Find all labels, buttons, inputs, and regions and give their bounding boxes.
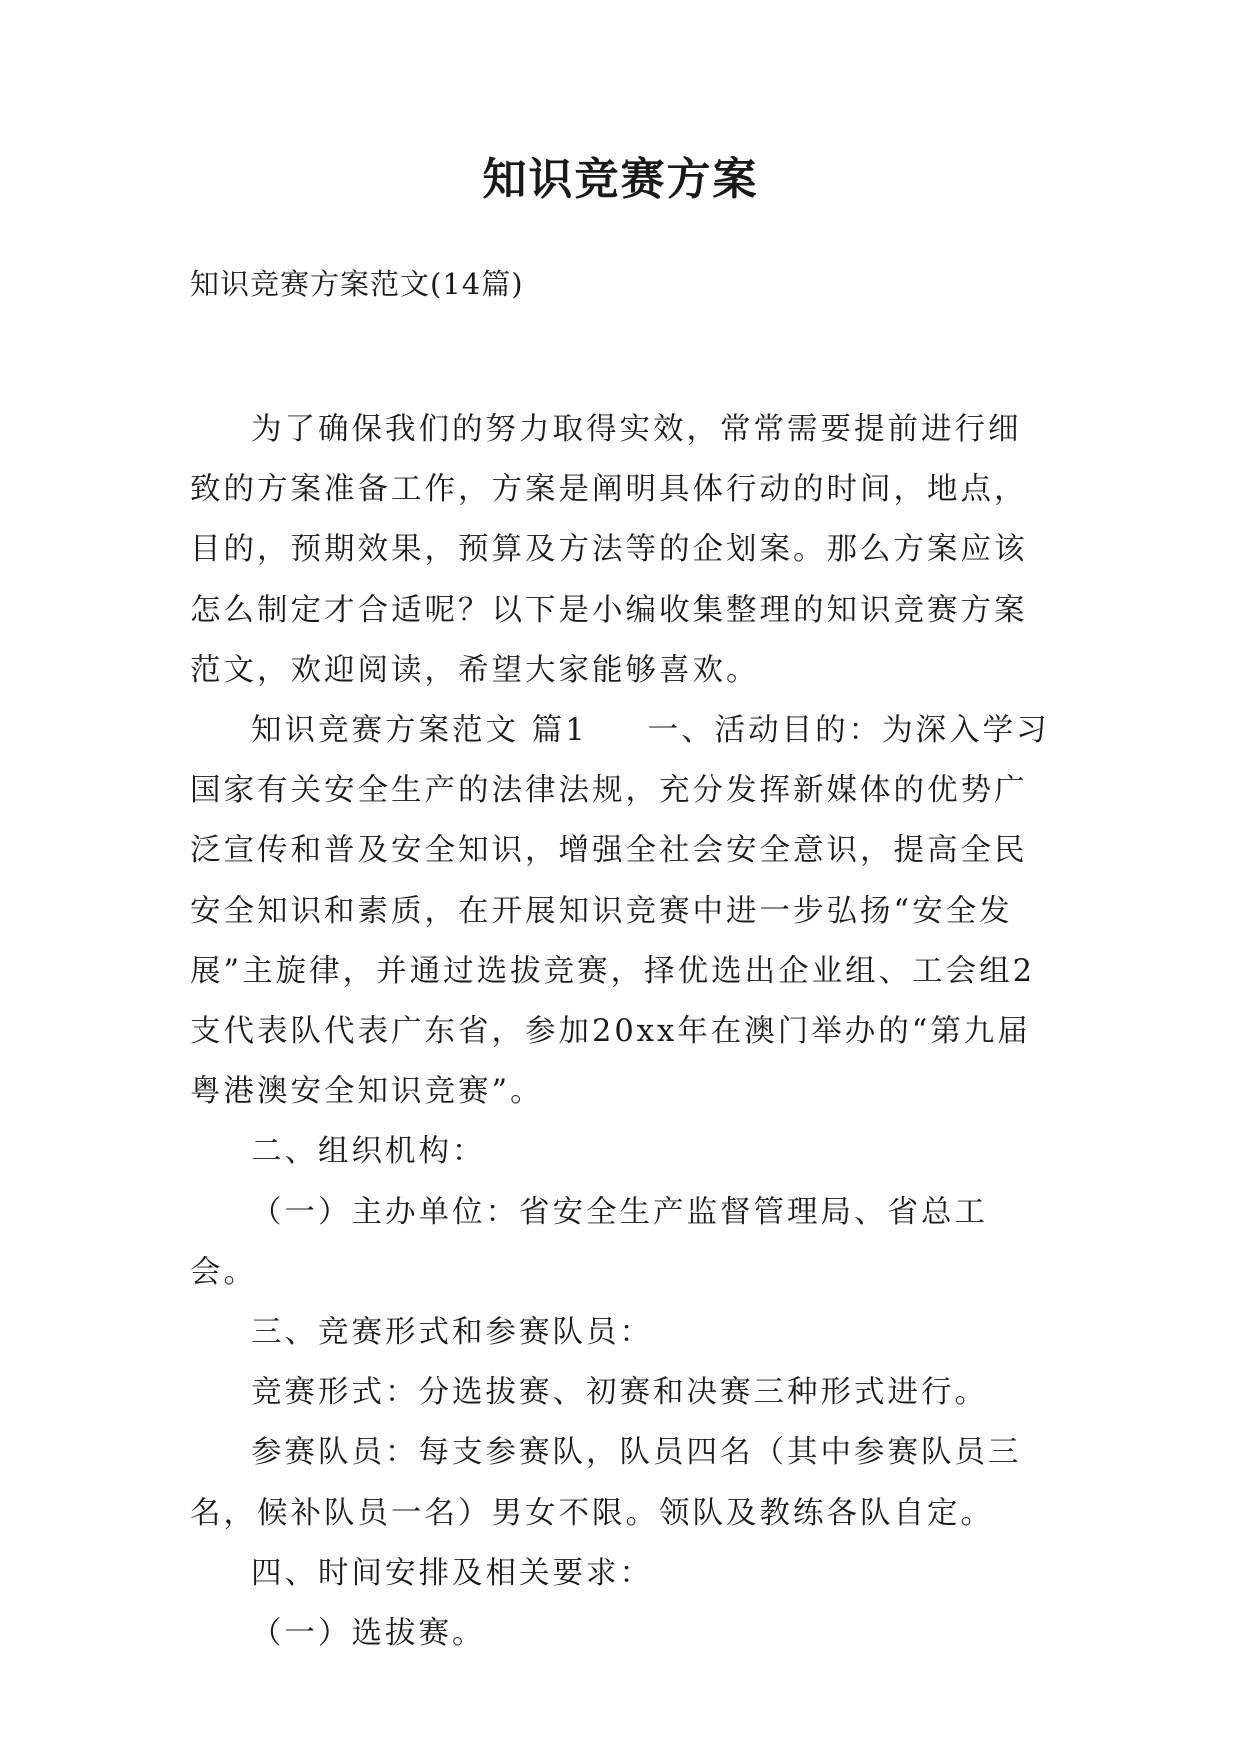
paragraph-organizer: （一）主办单位：省安全生产监督管理局、省总工会。 [190, 1194, 988, 1290]
paragraph-purpose: 一、活动目的：为深入学习国家有关安全生产的法律法规，充分发挥新媒体的优势广泛宣传和普及安全知识，增强全社会安全意识，提高全民安全知识和素质，在开展知识竞赛中进一步弘扬“安全发展”主旋律，并通过选拔竞赛，择优选出企业组、工会组2支代表队代表广东省，参加20xx年在澳门举办的“第九届粤港澳安全知识竞赛”。 [190, 713, 1050, 1110]
document-title: 知识竞赛方案 [482, 154, 759, 205]
paragraph-format: 竞赛形式：分选拔赛、初赛和决赛三种形式进行。 [251, 1375, 988, 1411]
paragraph-schedule-heading: 四、时间安排及相关要求： [251, 1555, 653, 1591]
paragraph-organization-heading: 二、组织机构： [251, 1134, 486, 1170]
paragraph-intro: 为了确保我们的努力取得实效，常常需要提前进行细致的方案准备工作，方案是阐明具体行动的时间，地点，目的，预期效果，预算及方法等的企划案。那么方案应该怎么制定才合适呢？以下是小编收集整理的知识竞赛方案范文，欢迎阅读，希望大家能够喜欢。 [190, 412, 1028, 688]
paragraph-team-members: 参赛队员：每支参赛队，队员四名（其中参赛队员三名，候补队员一名）男女不限。领队及教练各队自定。 [190, 1435, 1022, 1531]
document-subtitle: 知识竞赛方案范文(14篇) [190, 267, 524, 301]
paragraph-selection-round: （一）选拔赛。 [251, 1616, 486, 1652]
paragraph-format-heading: 三、竞赛形式和参赛队员： [251, 1315, 653, 1351]
paragraph-article-1 [190, 701, 1050, 1122]
article-heading: 知识竞赛方案范文 篇1 [251, 713, 588, 749]
document-body [190, 400, 1050, 1664]
